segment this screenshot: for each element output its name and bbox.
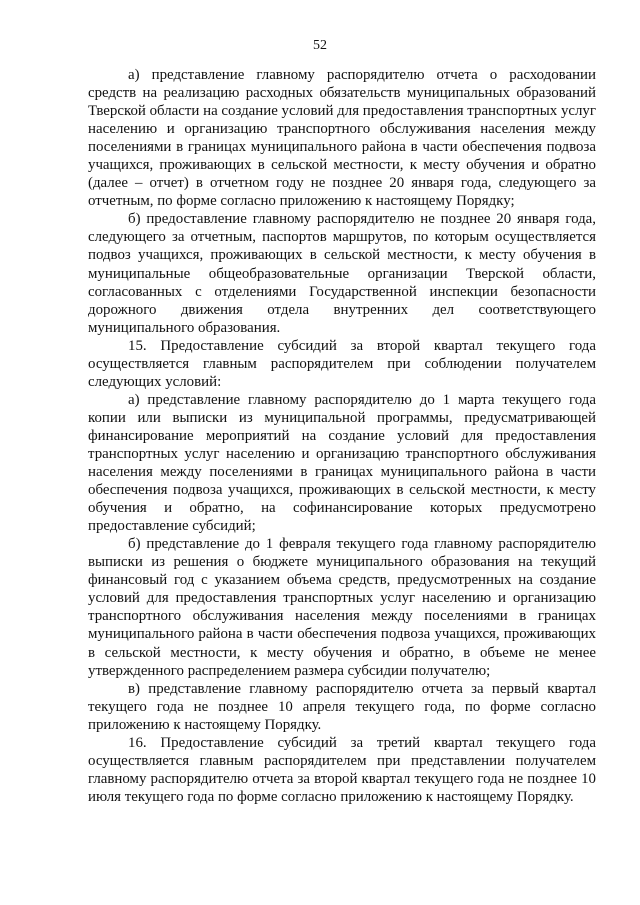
paragraph-15a: а) представление главному распорядителю до 1 марта текущего года копии или выписки из муниципальной программы, предусматривающей финансирование мероприятий на создание условий для предоставления транспортных услуг населению и организацию транспортного обслуживания населения между поселениями в границах муниципального района в части обеспечения подвоза учащихся, проживающих в сельской местности, к месту обучения и обратно, на софинансирование которых предусмотрено предоставление субсидий; [88,391,596,535]
paragraph-15c: в) представление главному распорядителю отчета за первый квартал текущего года не позднее 10 апреля текущего года, по форме согласно приложению к настоящему Порядку. [88,680,596,733]
document-body [88,66,596,806]
paragraph-16: 16. Предоставление субсидий за третий квартал текущего года осуществляется главным распорядителем при представлении получателем главному распорядителю отчета за второй квартал текущего года не позднее 10 июля текущего года по форме согласно приложению к настоящему Порядку. [88,734,596,805]
paragraph-14a: а) представление главному распорядителю отчета о расходовании средств на реализацию расходных обязательств муниципальных образований Тверской области на создание условий для предоставления транспортных услуг населению и организацию транспортного обслуживания населения между поселениями в границах муниципального района в части обеспечения подвоза учащихся, проживающих в сельской местности, к месту обучения и обратно (далее – отчет) в отчетном году не позднее 20 января года, следующего за отчетным, по форме согласно приложению к настоящему Порядку; [88,67,596,210]
paragraph-15: 15. Предоставление субсидий за второй квартал текущего года осуществляется главным распорядителем при соблюдении получателем следующих условий: [88,337,596,390]
paragraph-14b: б) предоставление главному распорядителю не позднее 20 января года, следующего за отчетным, паспортов маршрутов, по которым осуществляется подвоз учащихся, проживающих в сельской местности, к месту обучения в муниципальные общеобразовательные организации Тверской области, согласованных с отделениями Государственной инспекции безопасности дорожного движения отдела внутренних дел соответствующего муниципального образования. [88,211,596,336]
paragraph-15b: б) представление до 1 февраля текущего года главному распорядителю выписки из решения о бюджете муниципального образования на текущий финансовый год с указанием объема средств, предусмотренных на создание условий для предоставления транспортных услуг населению и организацию транспортного обслуживания населения между поселениями в границах муниципального района в части обеспечения подвоза учащихся, проживающих в сельской местности, к месту обучения и обратно, в объеме не менее утвержденного распределением размера субсидии получателю; [88,536,596,679]
page-number: 52 [313,38,327,53]
